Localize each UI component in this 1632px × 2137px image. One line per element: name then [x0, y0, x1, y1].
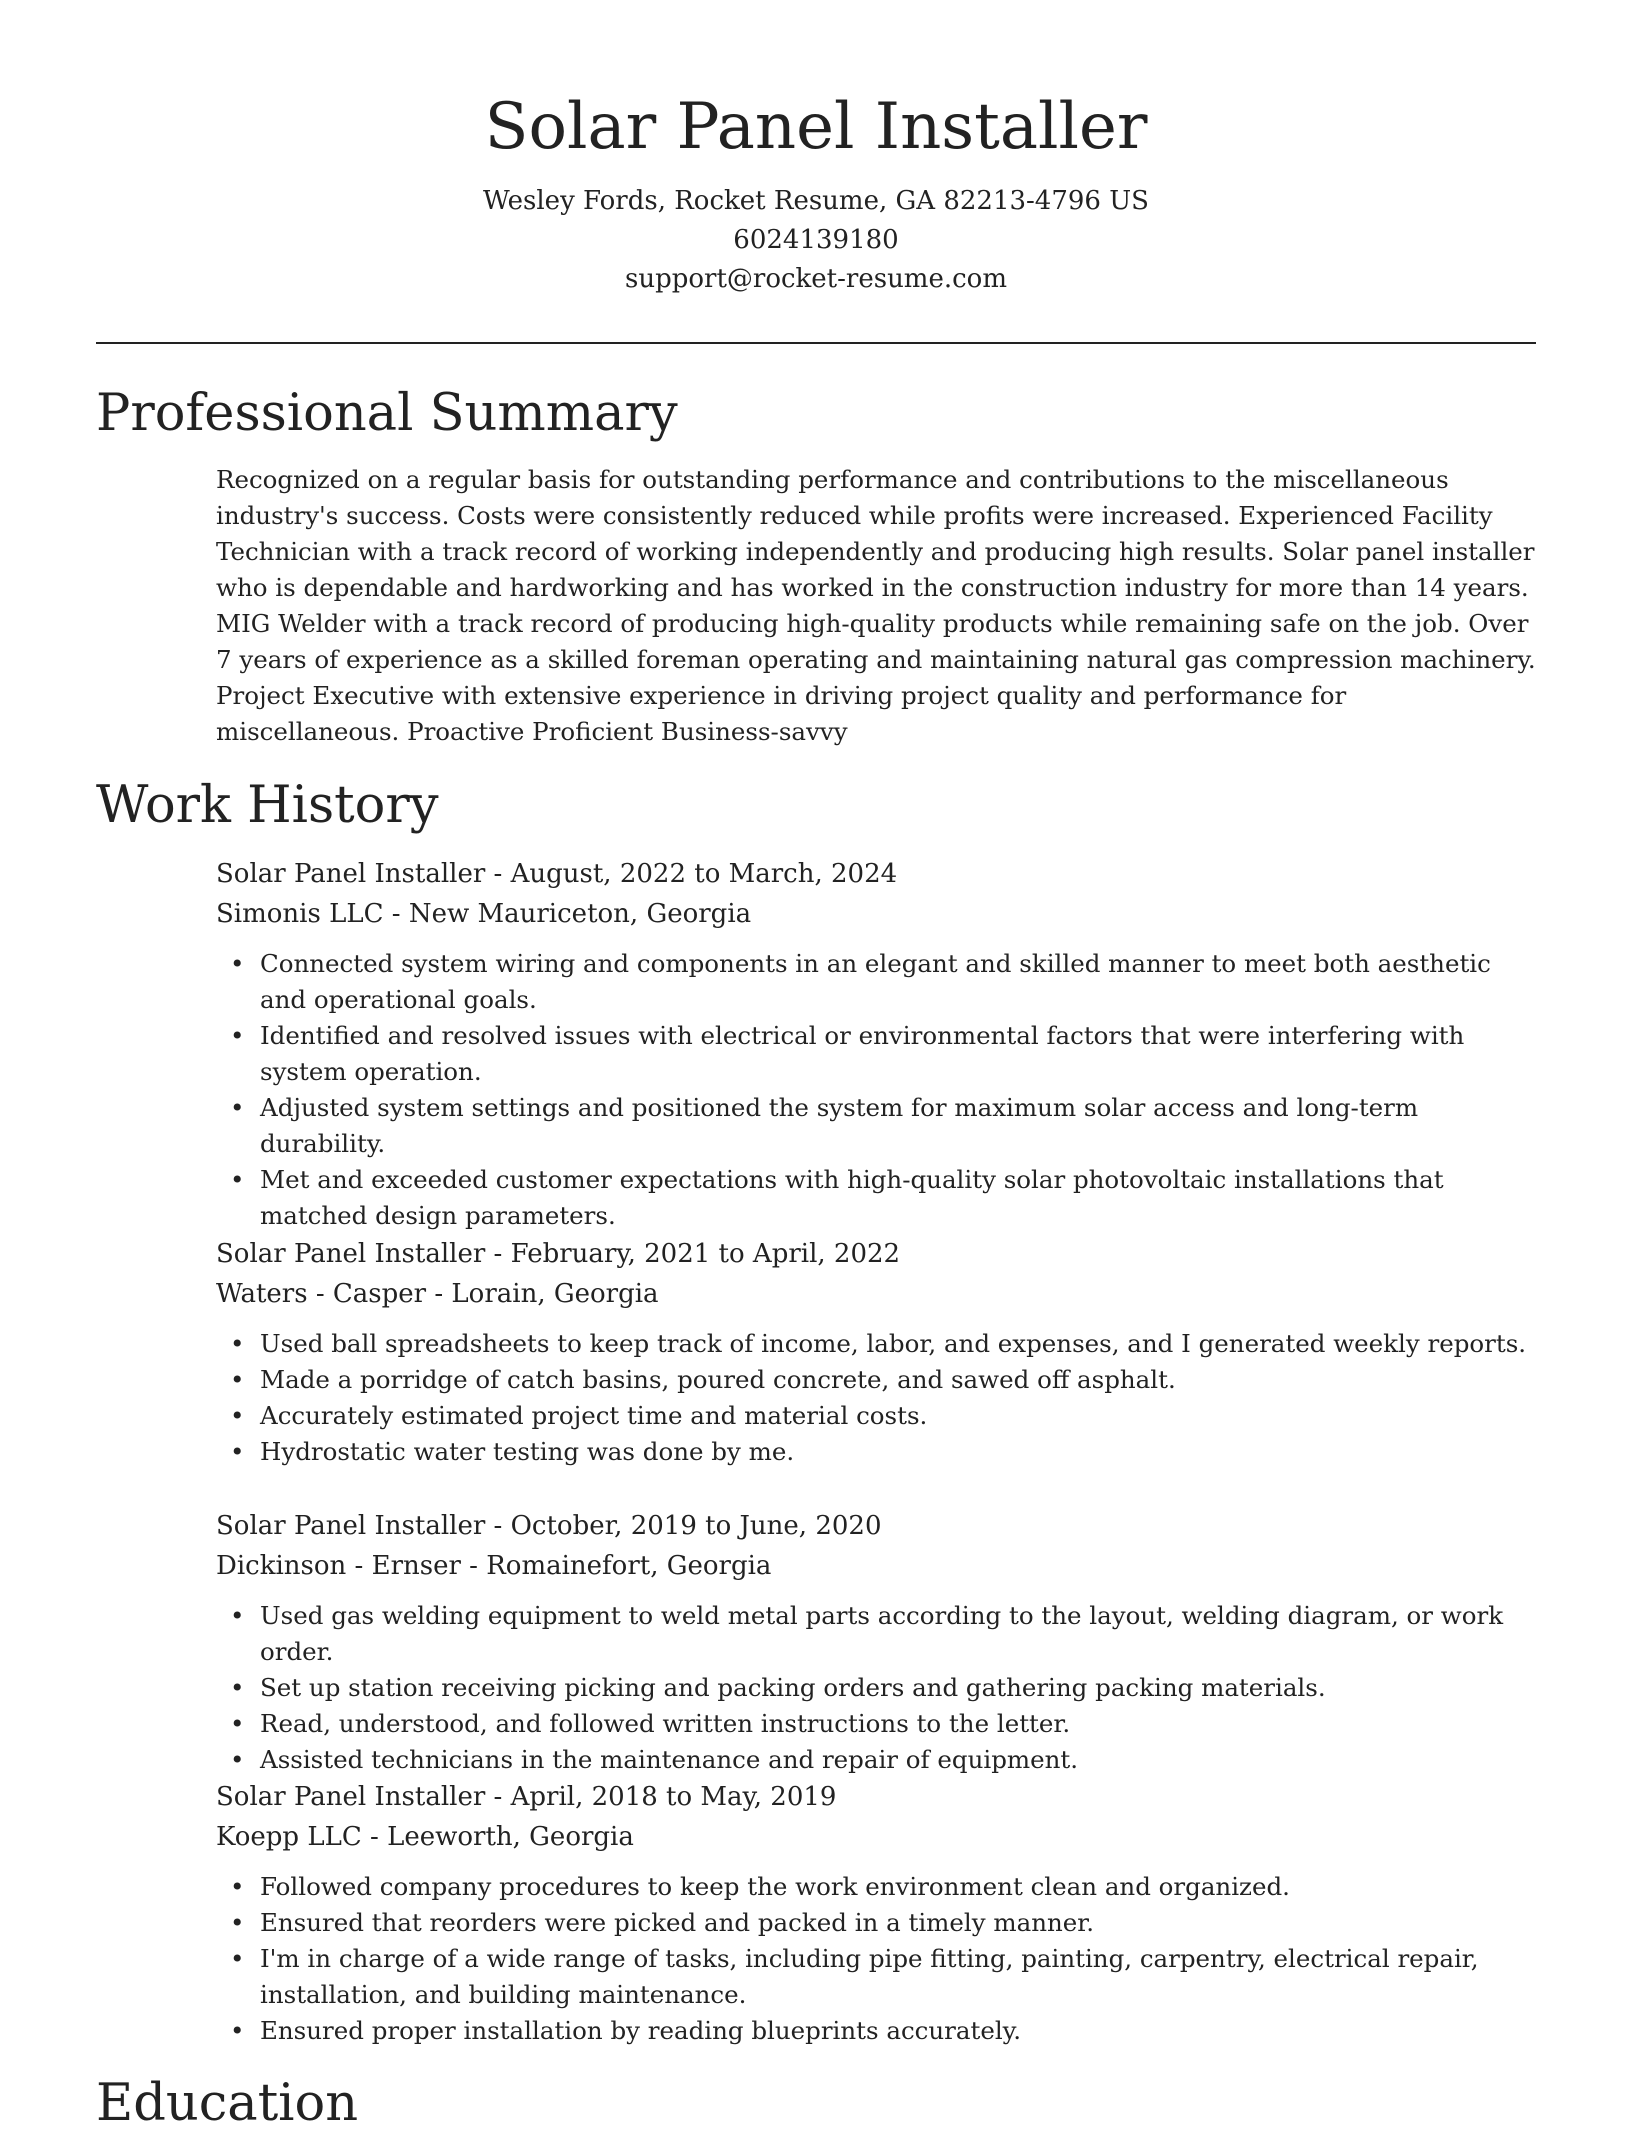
bullet-dot-icon: • [230, 1165, 245, 1194]
job-entry [216, 1506, 1536, 1778]
bullet-dot-icon: • [230, 1745, 245, 1774]
job-company-line [216, 1546, 1536, 1586]
job-bullet-text: Set up station receiving picking and packing orders and gathering packing materials. [260, 1673, 1326, 1702]
job-title-line [216, 1777, 1536, 1817]
job-bullet-text: Accurately estimated project time and material costs. [260, 1401, 928, 1430]
bullet-dot-icon: • [230, 1329, 245, 1358]
job-title-line [216, 1234, 1536, 1274]
contact-email: support@rocket-resume.com [624, 264, 1007, 294]
job-bullet [230, 1326, 1536, 1362]
job-bullet [230, 1905, 1536, 1941]
job-bullet-text: Assisted technicians in the maintenance and repair of equipment. [260, 1745, 1079, 1774]
job-bullet [230, 1742, 1536, 1778]
bullet-dot-icon: • [230, 1908, 245, 1937]
job-entry [216, 1777, 1536, 2049]
resume-header [96, 82, 1536, 299]
bullet-dot-icon: • [230, 1365, 245, 1394]
job-bullet [230, 1090, 1536, 1162]
job-bullets [216, 1598, 1536, 1778]
job-bullet [230, 1398, 1536, 1434]
bullet-dot-icon: • [230, 1944, 245, 1973]
contact-address: Wesley Fords, Rocket Resume, GA 82213-4796 US [483, 186, 1149, 216]
bullet-dot-icon: • [230, 1401, 245, 1430]
job-bullet [230, 946, 1536, 1018]
job-location: - New Mauriceton, Georgia [383, 899, 752, 929]
contact-phone: 6024139180 [733, 225, 899, 255]
job-bullet [230, 1434, 1536, 1470]
job-title: Solar Panel Installer [216, 1782, 486, 1812]
job-bullet-text: Ensured proper installation by reading blueprints accurately. [260, 2016, 1022, 2045]
bullet-dot-icon: • [230, 1709, 245, 1738]
job-dates: - February, 2021 to April, 2022 [485, 1239, 901, 1269]
job-bullet [230, 1706, 1536, 1742]
contact-block [96, 182, 1536, 299]
bullet-dot-icon: • [230, 1601, 245, 1630]
job-company-line [216, 1817, 1536, 1857]
summary-text: Recognized on a regular basis for outstanding performance and contributions to the miscellaneous industry's success. Costs were consistently reduced while profits were increased. Experienced Facility Technician with a track record of working independently and producing high results. Solar panel installer who is dependable and hardworking and has worked in the construction industry for more than 14 years. MIG Welder with a track record of producing high-quality products while remaining safe on the job. Over 7 years of experience as a skilled foreman operating and maintaining natural gas compression machinery. Project Executive with extensive experience in driving project quality and performance for miscellaneous. Proactive Proficient Business-savvy [216, 465, 1536, 746]
bullet-dot-icon: • [230, 1093, 245, 1122]
job-dates: - April, 2018 to May, 2019 [485, 1782, 837, 1812]
job-bullet-text: Adjusted system settings and positioned the system for maximum solar access and long-term durability. [260, 1093, 1419, 1158]
job-bullet-text: Ensured that reorders were picked and packed in a timely manner. [260, 1908, 1095, 1937]
job-bullet-text: Connected system wiring and components in an elegant and skilled manner to meet both aesthetic and operational goals. [260, 949, 1491, 1014]
job-bullet [230, 1162, 1536, 1234]
job-title: Solar Panel Installer [216, 1239, 486, 1269]
job-entry [216, 854, 1536, 1234]
job-company-line [216, 1274, 1536, 1314]
section-title-summary: Professional Summary [96, 384, 678, 443]
bullet-dot-icon: • [230, 1021, 245, 1050]
job-bullet [230, 2013, 1536, 2049]
section-title-education: Education [96, 2074, 359, 2133]
job-bullet-text: Hydrostatic water testing was done by me. [260, 1437, 795, 1466]
job-dates: - August, 2022 to March, 2024 [485, 859, 898, 889]
job-bullets [216, 946, 1536, 1234]
job-bullet-text: Made a porridge of catch basins, poured concrete, and sawed off asphalt. [260, 1365, 1176, 1394]
job-bullet-text: Used ball spreadsheets to keep track of income, labor, and expenses, and I generated weekly reports. [260, 1329, 1527, 1358]
job-bullet [230, 1941, 1536, 2013]
job-bullet-text: Read, understood, and followed written instructions to the letter. [260, 1709, 1071, 1738]
job-bullet [230, 1869, 1536, 1905]
job-title: Solar Panel Installer [216, 1511, 486, 1541]
job-bullets [216, 1869, 1536, 2049]
job-bullet-text: Met and exceeded customer expectations with high-quality solar photovoltaic installations that matched design parameters. [260, 1165, 1444, 1230]
job-company-line [216, 894, 1536, 934]
job-location: - Romainefort, Georgia [460, 1551, 772, 1581]
bullet-dot-icon: • [230, 1673, 245, 1702]
bullet-dot-icon: • [230, 949, 245, 978]
bullet-dot-icon: • [230, 1872, 245, 1901]
job-title: Solar Panel Installer [216, 859, 486, 889]
job-bullet-text: I'm in charge of a wide range of tasks, including pipe fitting, painting, carpentry, electrical repair, installation, and building maintenance. [260, 1944, 1479, 2009]
job-company: Simonis LLC [216, 899, 384, 929]
candidate-name: Solar Panel Installer [484, 90, 1148, 164]
section-title-work-history: Work History [96, 776, 439, 835]
job-title-line [216, 854, 1536, 894]
job-location: - Leeworth, Georgia [361, 1822, 634, 1852]
job-bullets [216, 1326, 1536, 1470]
job-company: Dickinson - Ernser [216, 1551, 461, 1581]
job-company: Waters - Casper [216, 1279, 427, 1309]
job-location: - Lorain, Georgia [426, 1279, 659, 1309]
bullet-dot-icon: • [230, 1437, 245, 1466]
header-divider [96, 342, 1536, 344]
job-bullet [230, 1018, 1536, 1090]
job-title-line [216, 1506, 1536, 1546]
job-bullet [230, 1670, 1536, 1706]
job-bullet-text: Used gas welding equipment to weld metal parts according to the layout, welding diagram, or work order. [260, 1601, 1504, 1666]
job-bullet-text: Identified and resolved issues with electrical or environmental factors that were interfering with system operation. [260, 1021, 1465, 1086]
job-bullet [230, 1362, 1536, 1398]
job-dates: - October, 2019 to June, 2020 [485, 1511, 882, 1541]
job-company: Koepp LLC [216, 1822, 362, 1852]
job-entry [216, 1234, 1536, 1470]
bullet-dot-icon: • [230, 2016, 245, 2045]
job-bullet-text: Followed company procedures to keep the work environment clean and organized. [260, 1872, 1290, 1901]
job-bullet [230, 1598, 1536, 1670]
